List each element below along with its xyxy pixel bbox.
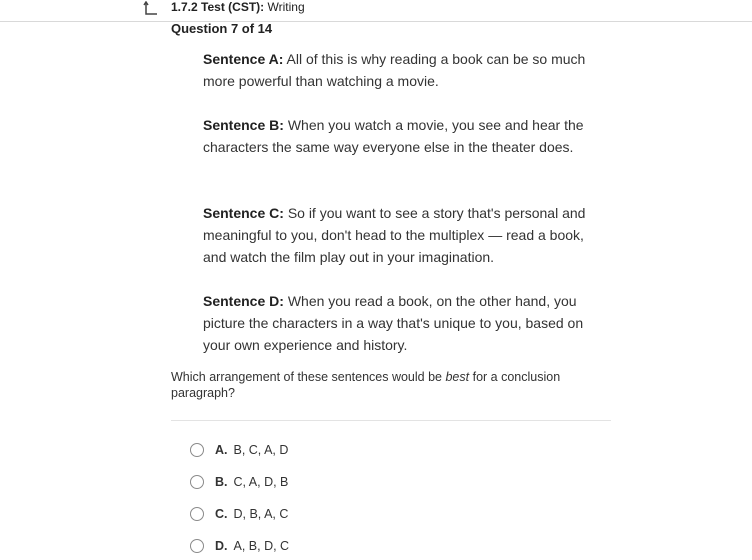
sentence-d-text: When you read a book, on the other hand, you picture the characters in a way that's unique to you, based on your own experience and history. (203, 293, 584, 353)
sentence-c-text: So if you want to see a story that's personal and meaningful to you, don't head to the multiplex — read a book, and watch the film play out in your imagination. (203, 205, 586, 265)
sentence-a-text: All of this is why reading a book can be so much more powerful than watching a movie. (203, 51, 586, 89)
test-subject: Writing (267, 0, 305, 14)
prompt-after: for a conclusion paragraph? (171, 370, 561, 400)
option-a-letter: A. (215, 443, 228, 457)
top-bar (0, 0, 752, 22)
sentence-d-label: Sentence D: (203, 293, 284, 309)
sentence-c-label: Sentence C: (203, 205, 284, 221)
test-label: Test (CST): (201, 0, 265, 14)
option-a-text: B, C, A, D (233, 443, 289, 457)
prompt-emphasis: best (445, 370, 470, 384)
question-prompt (171, 369, 591, 401)
sentence-b (203, 114, 588, 158)
radio-button-b[interactable] (190, 475, 204, 489)
radio-button-d[interactable] (190, 539, 204, 553)
option-b-text: C, A, D, B (233, 475, 289, 489)
option-d-letter: D. (215, 539, 228, 553)
sentence-b-text: When you watch a movie, you see and hear the characters the same way everyone else in the theater does. (203, 117, 584, 155)
sentence-c (203, 202, 588, 268)
option-d-text: A, B, D, C (233, 539, 290, 553)
lesson-title (171, 0, 305, 14)
prompt-before: Which arrangement of these sentences would be (171, 370, 442, 384)
sentence-b-label: Sentence B: (203, 117, 284, 133)
answer-option-d[interactable] (190, 537, 289, 555)
answer-option-c[interactable] (190, 505, 288, 523)
sentence-a (203, 48, 588, 92)
question-counter: Question 7 of 14 (171, 21, 273, 36)
divider (171, 420, 611, 421)
option-b-letter: B. (215, 475, 228, 489)
course-code: 1.7.2 (171, 0, 198, 14)
answer-option-b[interactable] (190, 473, 288, 491)
radio-button-a[interactable] (190, 443, 204, 457)
option-c-letter: C. (215, 507, 228, 521)
sentence-d (203, 290, 588, 356)
option-c-text: D, B, A, C (233, 507, 289, 521)
answer-option-a[interactable] (190, 441, 288, 459)
return-arrow-icon[interactable] (143, 1, 159, 15)
radio-button-c[interactable] (190, 507, 204, 521)
sentence-a-label: Sentence A: (203, 51, 284, 67)
